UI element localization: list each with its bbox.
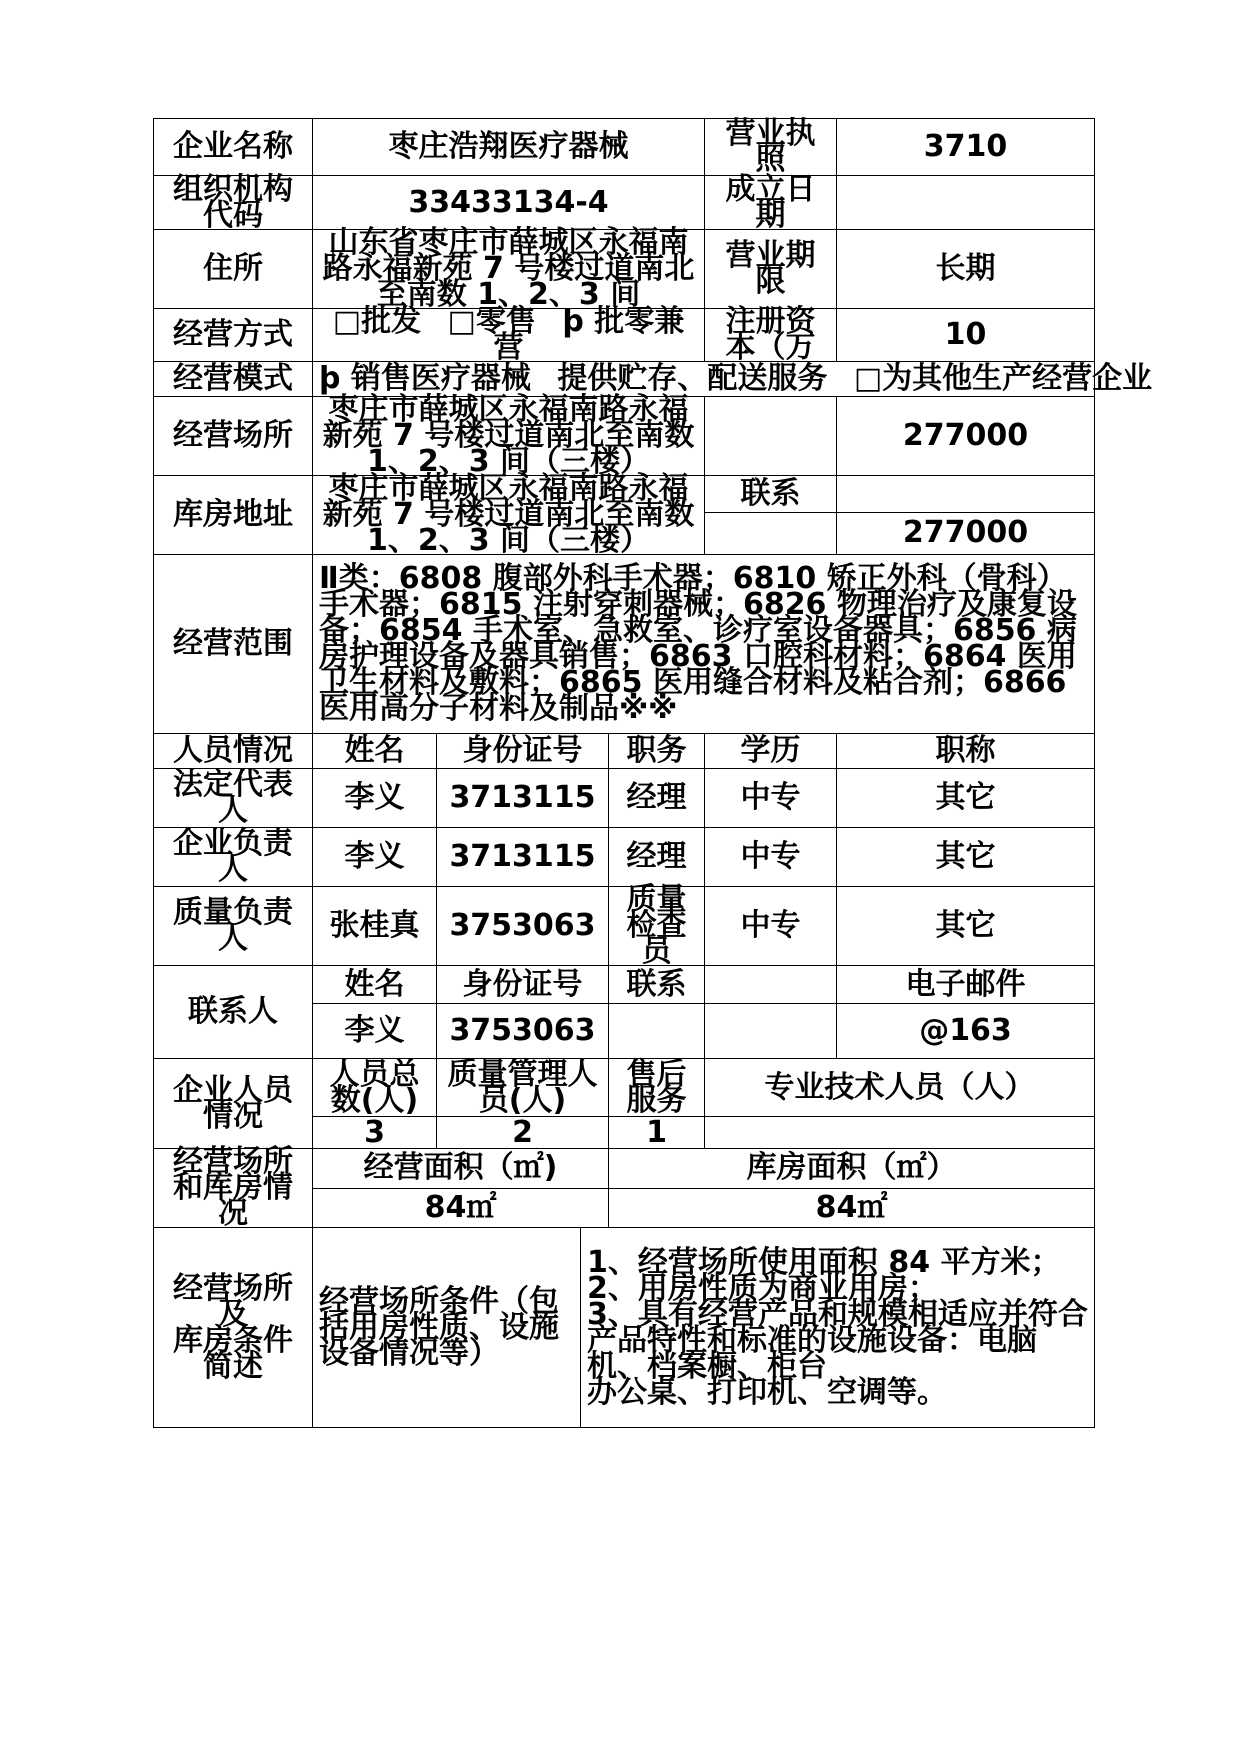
area-warehouse-value: 84㎡	[609, 1188, 1095, 1228]
manager-post: 经理	[609, 828, 705, 887]
quality-lead-label: 质量负责人	[154, 887, 313, 966]
quality-lead-name: 张桂真	[313, 887, 437, 966]
contact-email: @163	[837, 1004, 1095, 1059]
quality-lead-id: 3753063	[437, 887, 609, 966]
org-code-label: 组织机构代码	[154, 176, 313, 230]
staffing-header-service: 售后服务	[609, 1059, 705, 1117]
staffing-header-total: 人员总数(人)	[313, 1059, 437, 1117]
established-value	[837, 176, 1095, 230]
org-code-value: 33433134-4	[313, 176, 705, 230]
staffing-quality: 2	[437, 1117, 609, 1149]
scope-value: Ⅱ类：6808 腹部外科手术器；6810 矫正外科（骨科）手术器；6815 注射穿刺器械；6826 物理治疗及康复设备；6854 手术室、急救室、诊疗室设备器具；6856 病房护理设备及器具销售；6863 口腔科材料；6864 医用卫生材料及敷料；6865 医用缝合材料及粘合剂；6866 医用高分子材料及制品※※	[313, 555, 1095, 734]
conditions-line-4: 办公桌、打印机、空调等。	[587, 1374, 947, 1410]
mode-wholesale-checkbox: □批发	[332, 304, 422, 339]
manager-name: 李义	[313, 828, 437, 887]
staffing-label: 企业人员情况	[154, 1059, 313, 1149]
legal-rep-post: 经理	[609, 769, 705, 828]
legal-rep-title: 其它	[837, 769, 1095, 828]
contact-label: 联系	[705, 476, 837, 513]
premises-label: 经营场所	[154, 397, 313, 476]
contact-person-label: 联系人	[154, 966, 313, 1059]
legal-rep-id: 3713115	[437, 769, 609, 828]
company-name-value: 枣庄浩翔医疗器械	[313, 119, 705, 176]
personnel-header-id: 身份证号	[437, 734, 609, 769]
term-label: 营业期限	[705, 230, 837, 309]
mode-retail-checkbox: □零售	[447, 304, 536, 339]
conditions-description	[581, 1228, 1095, 1428]
quality-lead-title: 其它	[837, 887, 1095, 966]
staffing-service: 1	[609, 1117, 705, 1149]
conditions-sub-label: 经营场所条件（包括用房性质、设施设备情况等）	[313, 1228, 581, 1428]
capital-label: 注册资本（万	[705, 309, 837, 362]
legal-rep-label: 法定代表人	[154, 769, 313, 828]
license-label: 营业执照	[705, 119, 837, 176]
area-label: 经营场所和库房情况	[154, 1149, 313, 1228]
legal-rep-edu: 中专	[705, 769, 837, 828]
contact-phone	[609, 1004, 705, 1059]
premises-value: 枣庄市薛城区永福南路永福新苑 7 号楼过道南北至南数 1、2、3 间（三楼）	[313, 397, 705, 476]
mode-options	[313, 304, 705, 365]
registration-form-table	[153, 116, 1153, 1428]
contact-value	[837, 476, 1095, 513]
area-header-business: 经营面积（㎡)	[313, 1149, 609, 1189]
mode-both-checkbox: þ 批零兼营	[493, 304, 685, 365]
address-value: 山东省枣庄市薛城区永福南路永福新苑 7 号楼过道南北至南数 1、2、3 间	[313, 230, 705, 309]
warehouse-label: 库房地址	[154, 476, 313, 555]
contact-extra	[705, 1004, 837, 1059]
personnel-header-name: 姓名	[313, 734, 437, 769]
address-label: 住所	[154, 230, 313, 309]
legal-rep-name: 李义	[313, 769, 437, 828]
conditions-label	[154, 1228, 313, 1428]
staffing-header-tech: 专业技术人员（人）	[705, 1059, 1095, 1117]
capital-value: 10	[837, 309, 1095, 362]
quality-lead-post: 质量检查员	[609, 887, 705, 966]
contact-header-email: 电子邮件	[837, 966, 1095, 1004]
personnel-header-edu: 学历	[705, 734, 837, 769]
warehouse-mid	[705, 512, 837, 554]
contact-header-extra	[705, 966, 837, 1004]
contact-header-phone: 联系	[609, 966, 705, 1004]
company-name-label: 企业名称	[154, 119, 313, 176]
contact-header-id: 身份证号	[437, 966, 609, 1004]
personnel-label: 人员情况	[154, 734, 313, 769]
staffing-header-quality: 质量管理人员(人)	[437, 1059, 609, 1117]
contact-header-name: 姓名	[313, 966, 437, 1004]
warehouse-postal: 277000	[837, 512, 1095, 554]
area-business-value: 84㎡	[313, 1188, 609, 1228]
scope-label: 经营范围	[154, 555, 313, 734]
established-label: 成立日期	[705, 176, 837, 230]
manager-title: 其它	[837, 828, 1095, 887]
manager-edu: 中专	[705, 828, 837, 887]
personnel-header-title: 职称	[837, 734, 1095, 769]
staffing-total: 3	[313, 1117, 437, 1149]
term-value: 长期	[837, 230, 1095, 309]
conditions-label-line1: 经营场所及	[173, 1270, 293, 1332]
model-option-storage: 提供贮存、配送服务	[557, 361, 828, 396]
quality-lead-edu: 中专	[705, 887, 837, 966]
warehouse-value: 枣庄市薛城区永福南路永福新苑 7 号楼过道南北至南数 1、2、3 间（三楼）	[313, 476, 705, 555]
staffing-tech	[705, 1117, 1095, 1149]
conditions-line-2: 2、用房性质为商业用房；	[587, 1270, 938, 1306]
area-header-warehouse: 库房面积（㎡）	[609, 1149, 1095, 1189]
premises-postal: 277000	[837, 397, 1095, 476]
contact-name: 李义	[313, 1004, 437, 1059]
model-option-sales: þ 销售医疗器械	[319, 361, 531, 396]
contact-id: 3753063	[437, 1004, 609, 1059]
license-value: 3710	[837, 119, 1095, 176]
personnel-header-post: 职务	[609, 734, 705, 769]
manager-label: 企业负责人	[154, 828, 313, 887]
premises-mid	[705, 397, 837, 476]
conditions-label-line2: 库房条件简述	[173, 1322, 293, 1384]
model-label: 经营模式	[154, 362, 313, 397]
mode-label: 经营方式	[154, 309, 313, 362]
model-option-other: □为其他生产经营企业	[853, 361, 1153, 396]
manager-id: 3713115	[437, 828, 609, 887]
conditions-line-1: 1、经营场所使用面积 84 平方米；	[587, 1244, 1061, 1280]
conditions-line-3: 3、具有经营产品和规模相适应并符合产品特性和标准的设施设备：电脑机、档案橱、柜台	[587, 1296, 1088, 1384]
